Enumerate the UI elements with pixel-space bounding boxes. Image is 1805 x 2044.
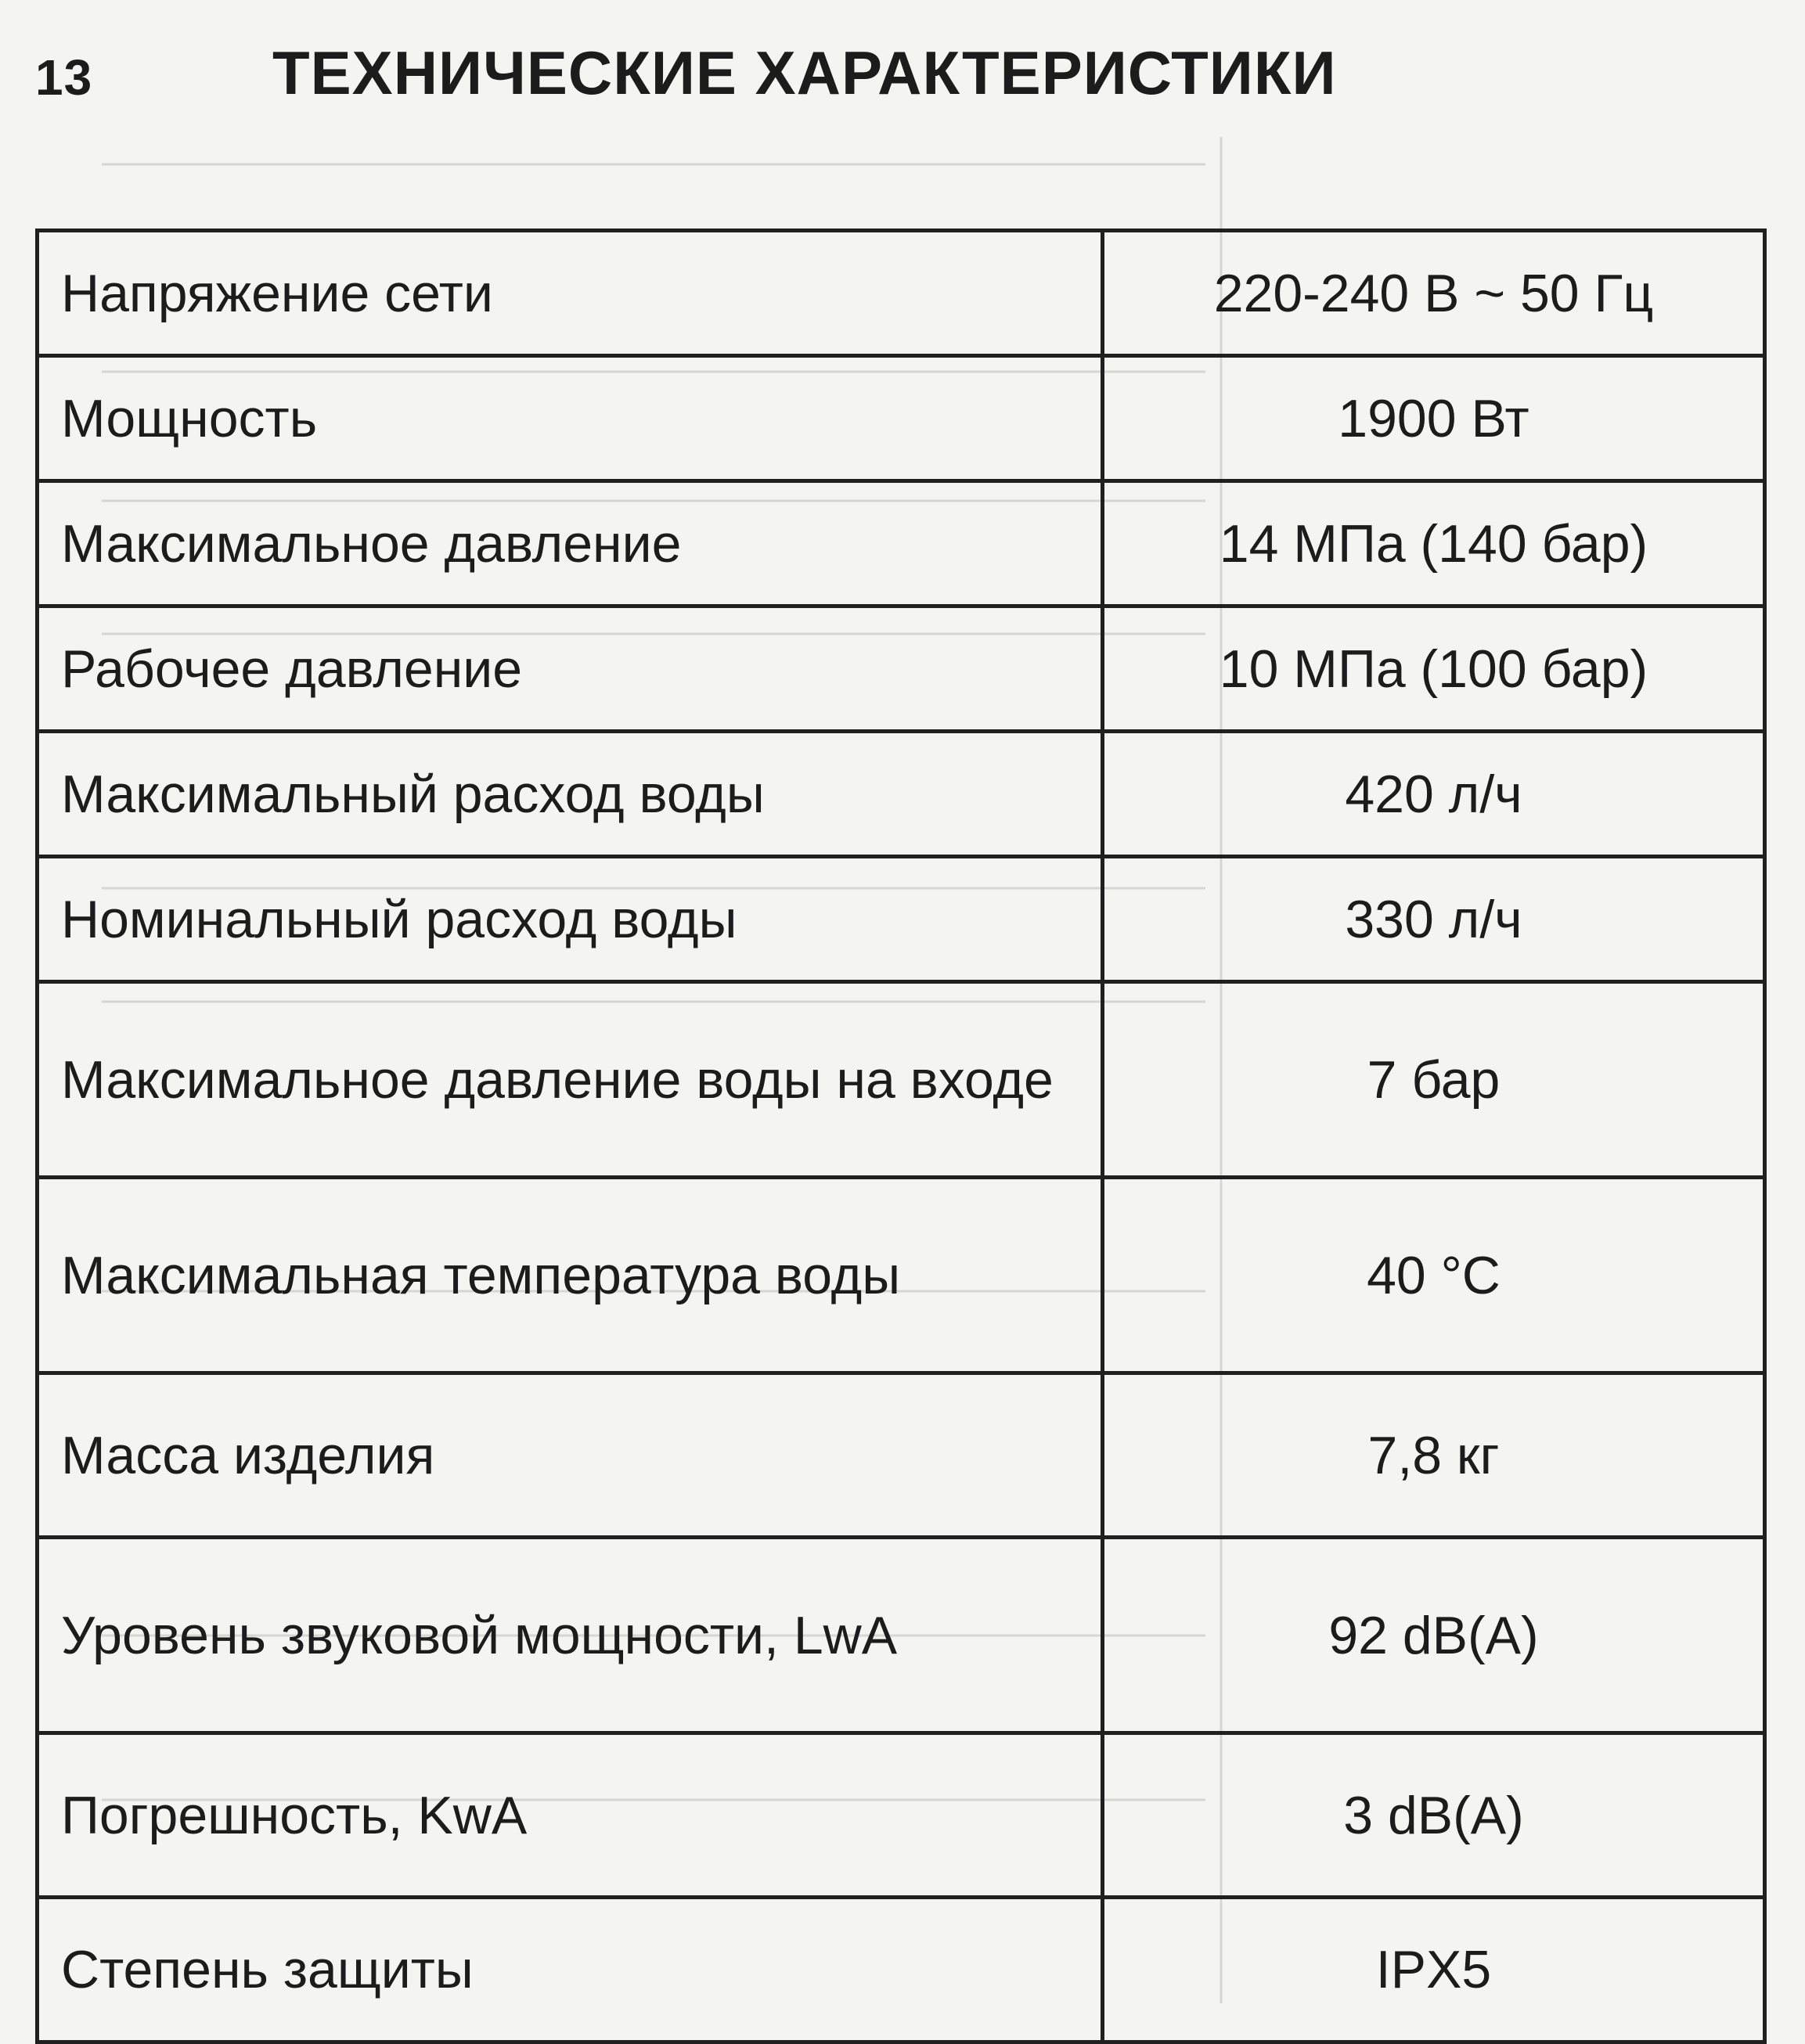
spec-parameter: Номинальный расход воды [38,857,1103,982]
table-row [38,1733,1765,1898]
page-number: 13 [35,49,93,106]
spec-value: 1900 Вт [1103,356,1765,481]
spec-value: 92 dB(A) [1103,1538,1765,1733]
table-row [38,231,1765,356]
spec-parameter: Рабочее давление [38,606,1103,732]
table-row [38,732,1765,857]
specifications-table [35,229,1767,2044]
table-row [38,1538,1765,1733]
table-row [38,1178,1765,1373]
table-row [38,1373,1765,1538]
spec-parameter: Степень защиты [38,1898,1103,2042]
table-row [38,982,1765,1178]
spec-parameter: Максимальное давление [38,481,1103,606]
table-row [38,857,1765,982]
spec-parameter: Максимальная температура воды [38,1178,1103,1373]
spec-parameter: Максимальное давление воды на входе [38,982,1103,1178]
table-row [38,606,1765,732]
page-title: ТЕХНИЧЕСКИЕ ХАРАКТЕРИСТИКИ [272,38,1337,107]
spec-value: 14 МПа (140 бар) [1103,481,1765,606]
spec-value: 7 бар [1103,982,1765,1178]
spec-value: 330 л/ч [1103,857,1765,982]
spec-value: 420 л/ч [1103,732,1765,857]
spec-parameter: Максимальный расход воды [38,732,1103,857]
table-row [38,356,1765,481]
table-row [38,481,1765,606]
spec-value: 7,8 кг [1103,1373,1765,1538]
spec-parameter: Погрешность, KwA [38,1733,1103,1898]
spec-value: 3 dB(A) [1103,1733,1765,1898]
spec-value: 10 МПа (100 бар) [1103,606,1765,732]
spec-value: 220-240 В ~ 50 Гц [1103,231,1765,356]
spec-value: 40 °C [1103,1178,1765,1373]
spec-parameter: Напряжение сети [38,231,1103,356]
table-row [38,1898,1765,2042]
spec-parameter: Масса изделия [38,1373,1103,1538]
spec-parameter: Мощность [38,356,1103,481]
spec-parameter: Уровень звуковой мощности, LwA [38,1538,1103,1733]
spec-value: IPX5 [1103,1898,1765,2042]
